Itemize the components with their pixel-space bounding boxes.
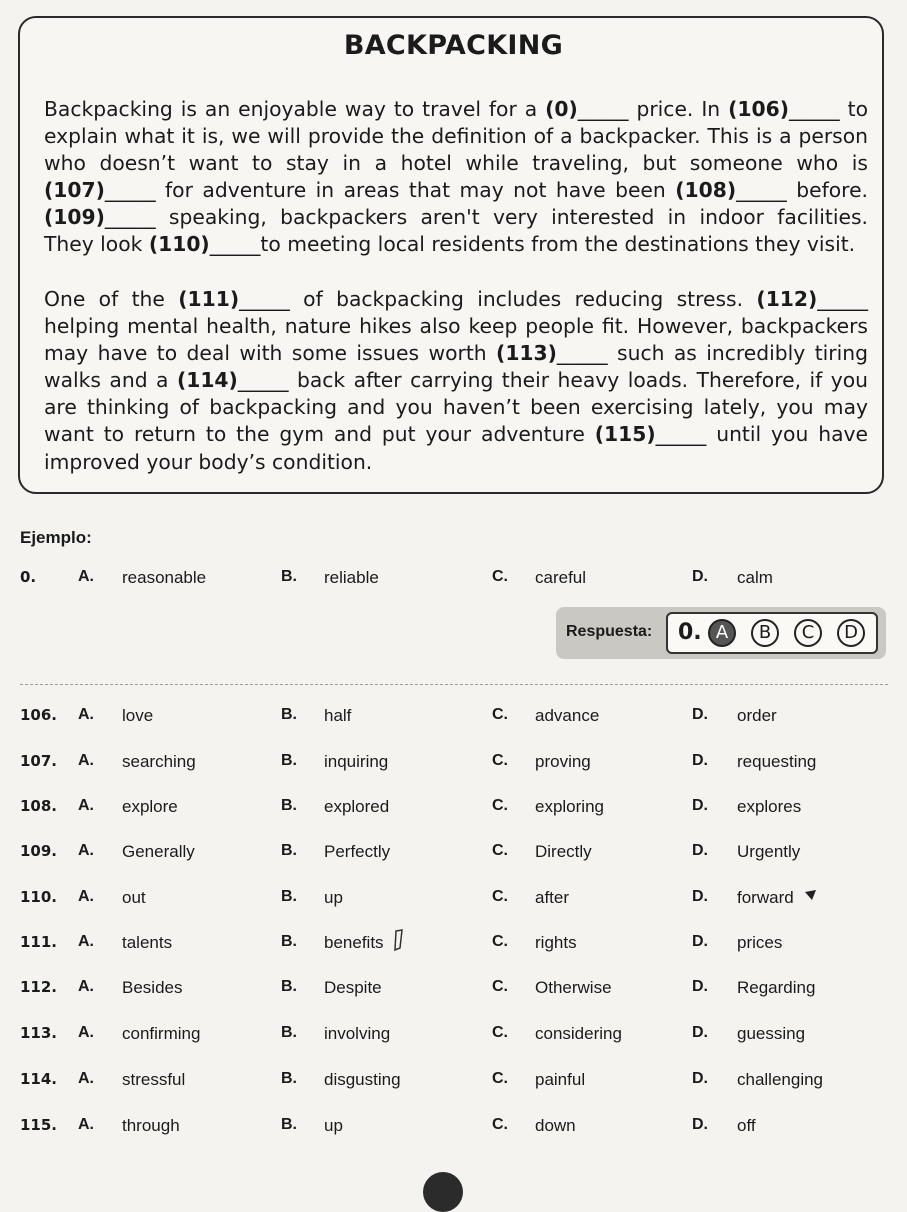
option-label-d: D. — [692, 978, 708, 995]
option-label-d: D. — [692, 1116, 708, 1133]
option-label-a: A. — [78, 1116, 94, 1133]
answer-sheet — [666, 612, 878, 654]
option-label-d: D. — [692, 933, 708, 950]
option-a[interactable]: talents — [122, 933, 173, 952]
option-label-b: B. — [281, 568, 297, 585]
option-label-b: B. — [281, 752, 297, 769]
gap-115: (115) — [594, 422, 656, 447]
option-label-c: C. — [492, 706, 508, 723]
option-c[interactable]: down — [535, 1116, 576, 1135]
question-number: 108. — [20, 797, 58, 815]
option-label-a: A. — [78, 706, 94, 723]
option-b[interactable]: half — [324, 706, 352, 725]
gap-110: (110) — [148, 232, 210, 257]
option-label-b: B. — [281, 797, 297, 814]
option-label-d: D. — [692, 706, 708, 723]
option-label-a: A. — [78, 978, 94, 995]
answer-bubble-b[interactable]: B — [751, 619, 779, 647]
question-row — [0, 752, 907, 782]
option-b[interactable]: disgusting — [324, 1070, 401, 1089]
option-d[interactable]: calm — [737, 568, 773, 587]
option-a[interactable]: out — [122, 888, 146, 907]
section-divider — [20, 684, 888, 685]
option-label-c: C. — [492, 568, 508, 585]
gap-106: (106) — [728, 97, 789, 121]
question-row — [0, 978, 907, 1008]
question-number: 111. — [20, 933, 58, 951]
option-c[interactable]: after — [535, 888, 570, 907]
gap-109: (109) — [44, 205, 105, 230]
gap-111: (111) — [178, 287, 240, 311]
question-number: 113. — [20, 1024, 58, 1042]
gap-0: (0) — [545, 97, 578, 121]
cursor-arrow-icon — [803, 886, 819, 902]
gap-114: (114) — [176, 368, 238, 393]
option-label-a: A. — [78, 1024, 94, 1041]
option-a[interactable]: explore — [122, 797, 178, 816]
option-label-d: D. — [692, 752, 708, 769]
question-number: 115. — [20, 1116, 58, 1134]
option-d[interactable]: Regarding — [737, 978, 816, 997]
passage-paragraph-2: One of the (111)_____ of backpacking includes reducing stress. (112)_____ helping mental health, nature hikes also keep people fit. However, backpackers may have to deal with some issues worth (113)_____ such as incredibly tiring walks and a (114)_____ back after carrying their heavy loads. Therefore, if you are thinking of backpacking and you haven’t been exercising lately, you may want to return to the gym and put your adventure (115)_____ until you have improved your body’s condition. — [44, 287, 868, 474]
option-label-b: B. — [281, 933, 297, 950]
gap-108: (108) — [675, 178, 737, 203]
option-label-b: B. — [281, 888, 297, 905]
option-label-a: A. — [78, 752, 94, 769]
option-c[interactable]: rights — [535, 933, 577, 952]
option-d[interactable]: Urgently — [737, 842, 801, 861]
option-d[interactable]: guessing — [737, 1024, 806, 1043]
page-number-marker — [423, 1172, 463, 1212]
option-a[interactable]: through — [122, 1116, 180, 1135]
option-d[interactable]: challenging — [737, 1070, 824, 1089]
option-label-b: B. — [281, 1024, 297, 1041]
question-row — [0, 706, 907, 736]
option-c[interactable]: advance — [535, 706, 600, 725]
option-label-c: C. — [492, 842, 508, 859]
answer-bubble-d[interactable]: D — [837, 619, 865, 647]
option-a[interactable]: Besides — [122, 978, 183, 997]
example-heading: Ejemplo: — [20, 528, 92, 547]
option-a[interactable]: reasonable — [122, 568, 207, 587]
question-number: 107. — [20, 752, 58, 770]
option-d[interactable]: prices — [737, 933, 783, 952]
question-number: 0. — [20, 568, 37, 586]
question-number: 109. — [20, 842, 58, 860]
option-label-a: A. — [78, 842, 94, 859]
answer-panel — [556, 607, 886, 659]
option-label-d: D. — [692, 797, 708, 814]
option-b[interactable]: involving — [324, 1024, 391, 1043]
question-row — [0, 888, 907, 918]
option-c[interactable]: Otherwise — [535, 978, 612, 997]
option-label-a: A. — [78, 888, 94, 905]
option-c[interactable]: proving — [535, 752, 591, 771]
option-label-c: C. — [492, 933, 508, 950]
option-a[interactable]: stressful — [122, 1070, 186, 1089]
option-label-a: A. — [78, 797, 94, 814]
question-row — [0, 933, 907, 963]
gap-112: (112) — [756, 287, 818, 311]
question-number: 112. — [20, 978, 58, 996]
option-d[interactable]: requesting — [737, 752, 817, 771]
option-b[interactable]: reliable — [324, 568, 379, 587]
question-number: 114. — [20, 1070, 58, 1088]
option-label-d: D. — [692, 888, 708, 905]
option-label-a: A. — [78, 933, 94, 950]
question-row — [0, 1024, 907, 1054]
question-row — [0, 842, 907, 872]
option-b[interactable]: Despite — [324, 978, 382, 997]
option-c[interactable]: considering — [535, 1024, 622, 1043]
answer-bubble-c[interactable]: C — [794, 619, 822, 647]
example-row — [0, 568, 907, 598]
option-label-d: D. — [692, 1024, 708, 1041]
option-a[interactable]: love — [122, 706, 154, 725]
option-label-c: C. — [492, 978, 508, 995]
option-label-c: C. — [492, 888, 508, 905]
option-label-d: D. — [692, 568, 708, 585]
option-b[interactable]: up — [324, 1116, 343, 1135]
answer-label: Respuesta: — [566, 623, 653, 640]
gap-113: (113) — [496, 341, 557, 366]
option-label-c: C. — [492, 797, 508, 814]
option-label-d: D. — [692, 1070, 708, 1087]
option-c[interactable]: exploring — [535, 797, 604, 816]
option-d[interactable]: forward — [737, 888, 794, 907]
option-label-c: C. — [492, 1024, 508, 1041]
option-d[interactable]: explores — [737, 797, 802, 816]
option-label-b: B. — [281, 842, 297, 859]
option-b[interactable]: benefits — [324, 933, 384, 952]
option-a[interactable]: confirming — [122, 1024, 201, 1043]
question-number: 106. — [20, 706, 58, 724]
option-b[interactable]: explored — [324, 797, 390, 816]
answer-number: 0. — [678, 620, 702, 645]
option-d[interactable]: order — [737, 706, 777, 725]
question-number: 110. — [20, 888, 58, 906]
option-label-b: B. — [281, 706, 297, 723]
option-label-a: A. — [78, 568, 94, 585]
option-label-c: C. — [492, 752, 508, 769]
passage-paragraph-1: Backpacking is an enjoyable way to travel for a (0)_____ price. In (106)_____ to explain what it is, we will provide the definition of a backpacker. This is a person who doesn’t want to stay in a hotel while traveling, but someone who is (107)_____ for adventure in areas that may not have been (108)_____ before. (109)_____ speaking, backpackers aren't very interested in indoor facilities. They look (110)_____to meeting local residents from the destinations they visit. — [44, 97, 868, 257]
option-label-b: B. — [281, 978, 297, 995]
question-row — [0, 1070, 907, 1100]
option-b[interactable]: inquiring — [324, 752, 389, 771]
gap-107: (107) — [44, 178, 105, 203]
option-label-d: D. — [692, 842, 708, 859]
option-c[interactable]: painful — [535, 1070, 586, 1089]
option-c[interactable]: Directly — [535, 842, 592, 861]
option-label-b: B. — [281, 1116, 297, 1133]
option-a[interactable]: searching — [122, 752, 196, 771]
option-c[interactable]: careful — [535, 568, 587, 587]
option-label-c: C. — [492, 1116, 508, 1133]
pencil-mark-icon — [392, 928, 406, 952]
option-a[interactable]: Generally — [122, 842, 195, 861]
question-row — [0, 797, 907, 827]
answer-bubble-a[interactable]: A — [708, 619, 736, 647]
option-b[interactable]: up — [324, 888, 343, 907]
question-row — [0, 1116, 907, 1146]
option-label-c: C. — [492, 1070, 508, 1087]
option-label-b: B. — [281, 1070, 297, 1087]
option-b[interactable]: Perfectly — [324, 842, 391, 861]
option-d[interactable]: off — [737, 1116, 756, 1135]
option-label-a: A. — [78, 1070, 94, 1087]
passage-title: BACKPACKING — [343, 30, 564, 61]
